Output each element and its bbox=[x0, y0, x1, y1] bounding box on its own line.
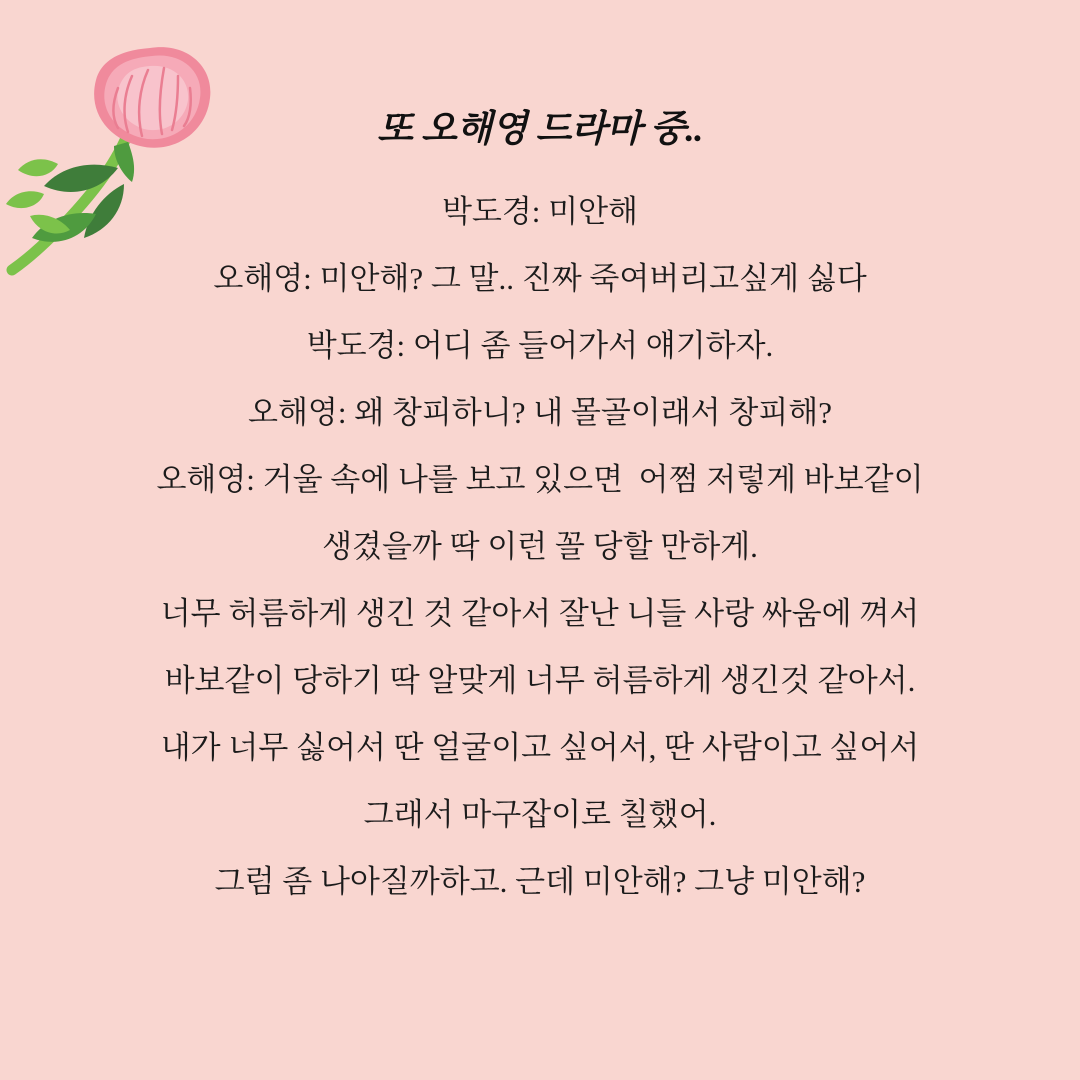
dialogue-line: 오해영: 거울 속에 나를 보고 있으면 어쩜 저렇게 바보같이 bbox=[156, 462, 924, 497]
dialogue-line: 바보같이 당하기 딱 알맞게 너무 허름하게 생긴것 같아서. bbox=[164, 663, 916, 698]
dialogue-line: 오해영: 왜 창피하니? 내 몰골이래서 창피해? bbox=[248, 395, 832, 430]
dialogue-block bbox=[50, 196, 1030, 897]
dialogue-line: 너무 허름하게 생긴 것 같아서 잘난 니들 사랑 싸움에 껴서 bbox=[160, 596, 920, 631]
dialogue-line: 오해영: 미안해? 그 말.. 진짜 죽여버리고싶게 싫다 bbox=[213, 261, 867, 296]
dialogue-line: 내가 너무 싫어서 딴 얼굴이고 싶어서, 딴 사람이고 싶어서 bbox=[160, 730, 920, 765]
dialogue-line: 그럼 좀 나아질까하고. 근데 미안해? 그냥 미안해? bbox=[214, 864, 866, 899]
dialogue-line: 생겼을까 딱 이런 꼴 당할 만하게. bbox=[322, 529, 758, 564]
dialogue-line: 그래서 마구잡이로 칠했어. bbox=[363, 797, 717, 832]
dialogue-line: 박도경: 미안해 bbox=[441, 194, 639, 229]
page-title: 또 오해영 드라마 중.. bbox=[377, 109, 703, 150]
dialogue-line: 박도경: 어디 좀 들어가서 얘기하자. bbox=[306, 328, 774, 363]
